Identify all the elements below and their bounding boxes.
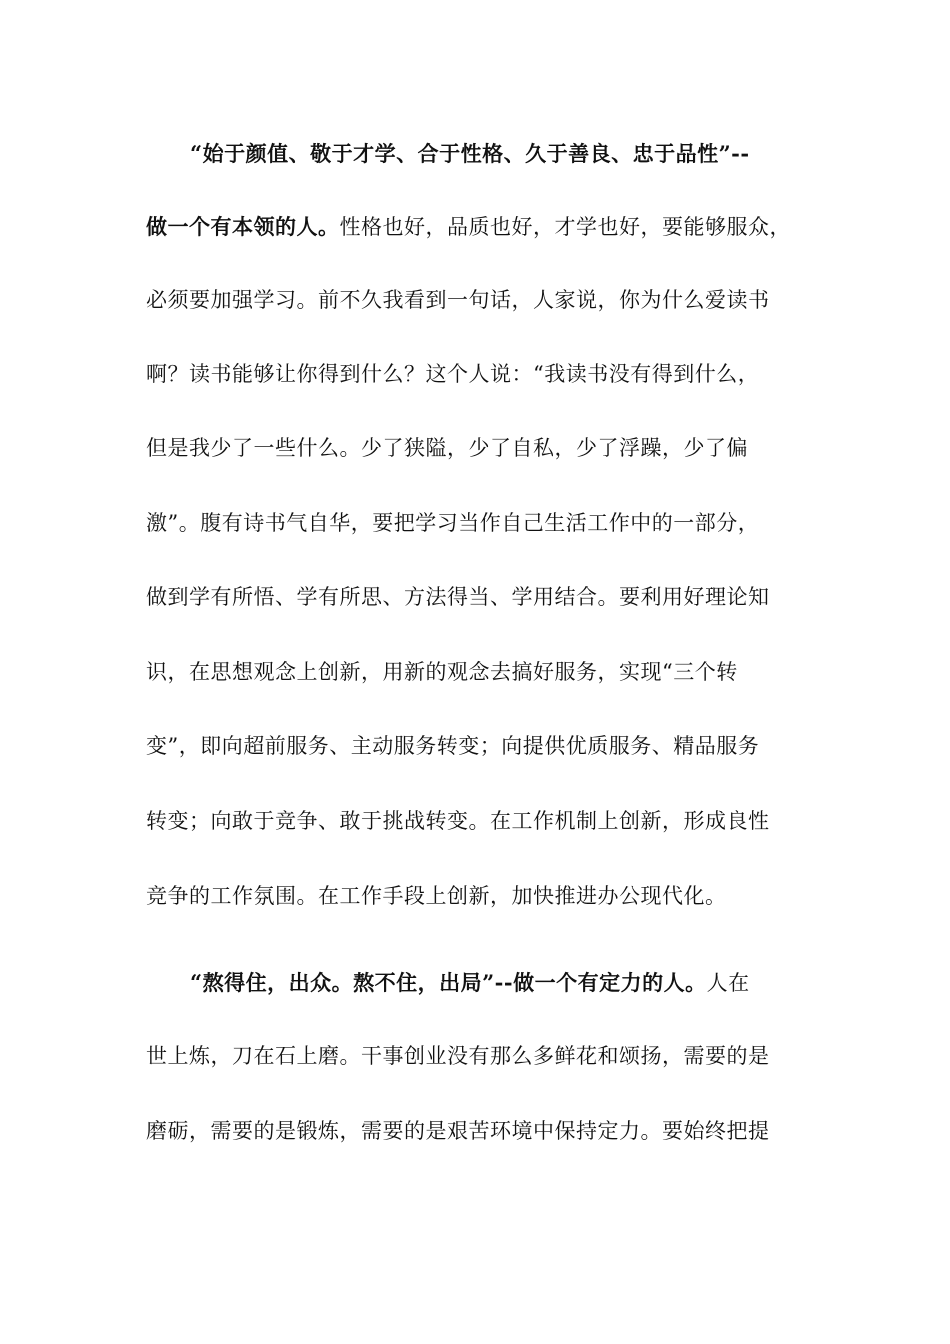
body-text: 转变；向敢于竞争、敢于挑战转变。在工作机制上创新，形成良性 (146, 809, 770, 833)
paragraph-line (146, 880, 806, 912)
body-text: 磨砺，需要的是锻炼，需要的是艰苦环境中保持定力。要始终把提 (146, 1119, 770, 1143)
paragraph-line (146, 1040, 806, 1072)
paragraph-line (146, 507, 806, 539)
body-text: 性格也好，品质也好，才学也好，要能够服众， (339, 215, 791, 239)
body-text: 竞争的工作氛围。在工作手段上创新，加快推进办公现代化。 (146, 884, 727, 908)
body-text: 激”。腹有诗书气自华，要把学习当作自己生活工作中的一部分， (146, 511, 760, 535)
bold-heading-text: 做一个有本领的人。 (146, 214, 340, 239)
body-text: 但是我少了一些什么。少了狭隘，少了自私，少了浮躁，少了偏 (146, 436, 748, 460)
paragraph-line (146, 211, 806, 243)
paragraph-line (146, 730, 806, 762)
bold-heading-text: “始于颜值、敬于才学、合于性格、久于善良、忠于品性”-- (190, 141, 750, 166)
bold-heading-text: “熬得住，出众。熬不住，出局”--做一个有定力的人。 (190, 970, 707, 995)
body-text: 变”，即向超前服务、主动服务转变；向提供优质服务、精品服务 (146, 734, 760, 758)
paragraph-line (146, 805, 806, 837)
paragraph-line (146, 358, 806, 390)
body-text: 人在 (706, 971, 750, 995)
body-text: 世上炼，刀在石上磨。干事创业没有那么多鲜花和颂扬，需要的是 (146, 1044, 770, 1068)
paragraph-line (146, 656, 806, 688)
paragraph-line (190, 138, 850, 170)
body-text: 啊？读书能够让你得到什么？这个人说：“我读书没有得到什么， (146, 362, 760, 386)
body-text: 做到学有所悟、学有所思、方法得当、学用结合。要利用好理论知 (146, 585, 770, 609)
paragraph-line (190, 967, 850, 999)
paragraph-line (146, 432, 806, 464)
body-text: 必须要加强学习。前不久我看到一句话，人家说，你为什么爱读书 (146, 288, 770, 312)
paragraph-line (146, 284, 806, 316)
paragraph-line (146, 1115, 806, 1147)
paragraph-line (146, 581, 806, 613)
body-text: 识，在思想观念上创新，用新的观念去搞好服务，实现“三个转 (146, 660, 738, 684)
